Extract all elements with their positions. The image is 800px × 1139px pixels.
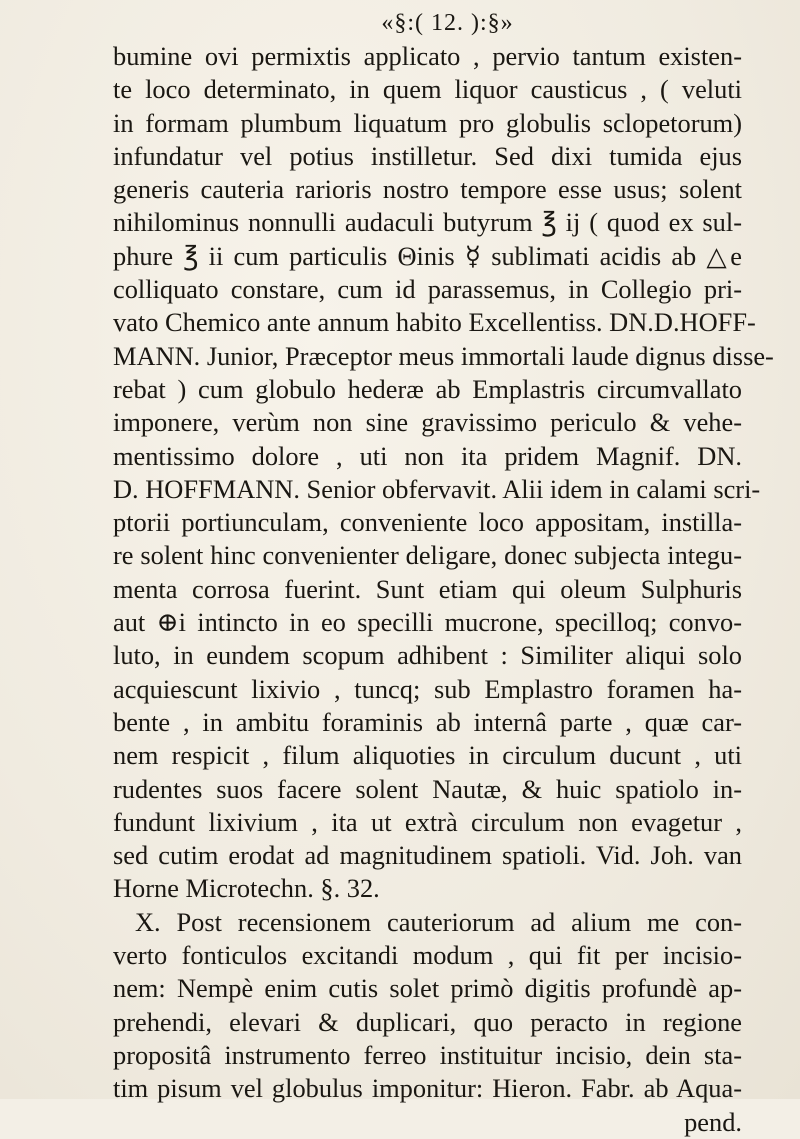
text-line: generis cauteria rarioris nostro tempore esse usus; solent	[113, 174, 742, 205]
text-line: tim pisum vel globulus imponitur: Hieron. Fabr. ab Aqua-	[113, 1073, 742, 1104]
body-text	[113, 40, 774, 1139]
text-line: re solent hinc convenienter deligare, donec subjecta integu-	[113, 540, 742, 571]
text-line: vato Chemico ante annum habito Excellentiss. DN.D.HOFF-	[113, 307, 756, 338]
text-line: propositâ instrumento ferreo instituitur incisio, dein sta-	[113, 1039, 742, 1070]
text-line: D. HOFFMANN. Senior obfervavit. Alii idem in calami scri-	[113, 473, 761, 504]
text-line: MANN. Junior, Præceptor meus immortali laude dignus disse-	[113, 340, 774, 371]
catchword: pend.	[684, 1106, 742, 1137]
text-line: in formam plumbum liquatum pro globulis sclopetorum)	[113, 107, 742, 138]
text-line: verto fonticulos excitandi modum , qui fit per incisio-	[113, 940, 742, 971]
text-line: nem: Nempè enim cutis solet primò digitis profundè ap-	[113, 973, 742, 1004]
text-line: phure ℥ ii cum particulis Θinis ☿ sublimati acidis ab △e	[113, 240, 742, 271]
text-line: Horne Microtechn. §. 32.	[113, 873, 380, 904]
text-line: ptorii portiunculam, conveniente loco appositam, instilla-	[113, 507, 742, 538]
text-line: nem respicit , filum aliquoties in circulum ducunt , uti	[113, 740, 742, 771]
text-line: bente , in ambitu foraminis ab internâ parte , quæ car-	[113, 706, 742, 737]
text-line: acquiescunt lixivio , tuncq; sub Emplastro foramen ha-	[113, 673, 742, 704]
text-line: bumine ovi permixtis applicato , pervio tantum existen-	[113, 41, 742, 71]
text-line: te loco determinato, in quem liquor causticus , ( veluti	[113, 74, 742, 105]
text-line: mentissimo dolore , uti non ita pridem Magnif. DN.	[113, 440, 742, 471]
text-line: rebat ) cum globulo hederæ ab Emplastris circumvallato	[113, 373, 742, 404]
text-line: sed cutim erodat ad magnitudinem spatioli. Vid. Joh. van	[113, 840, 742, 871]
text-line: X. Post recensionem cauteriorum ad alium me con-	[135, 906, 742, 937]
text-line: prehendi, elevari & duplicari, quo peracto in regione	[113, 1006, 742, 1037]
running-head: «§:( 12. ):§»	[381, 10, 514, 36]
text-line: menta corrosa fuerint. Sunt etiam qui oleum Sulphuris	[113, 573, 742, 604]
text-line: aut ⊕i intincto in eo specilli mucrone, specilloq; convo-	[113, 607, 742, 638]
text-line: infundatur vel potius instilletur. Sed dixi tumida ejus	[113, 140, 742, 171]
text-line: imponere, verùm non sine gravissimo periculo & vehe-	[113, 407, 742, 438]
text-line: colliquato constare, cum id parassemus, in Collegio pri-	[113, 274, 742, 305]
text-line: nihilominus nonnulli audaculi butyrum ℥ ij ( quod ex sul-	[113, 207, 742, 238]
text-line: rudentes suos facere solent Nautæ, & huic spatiolo in-	[113, 773, 742, 804]
text-line: fundunt lixivium , ita ut extrà circulum non evagetur ,	[113, 806, 742, 837]
text-line: luto, in eundem scopum adhibent : Similiter aliqui solo	[113, 640, 742, 671]
